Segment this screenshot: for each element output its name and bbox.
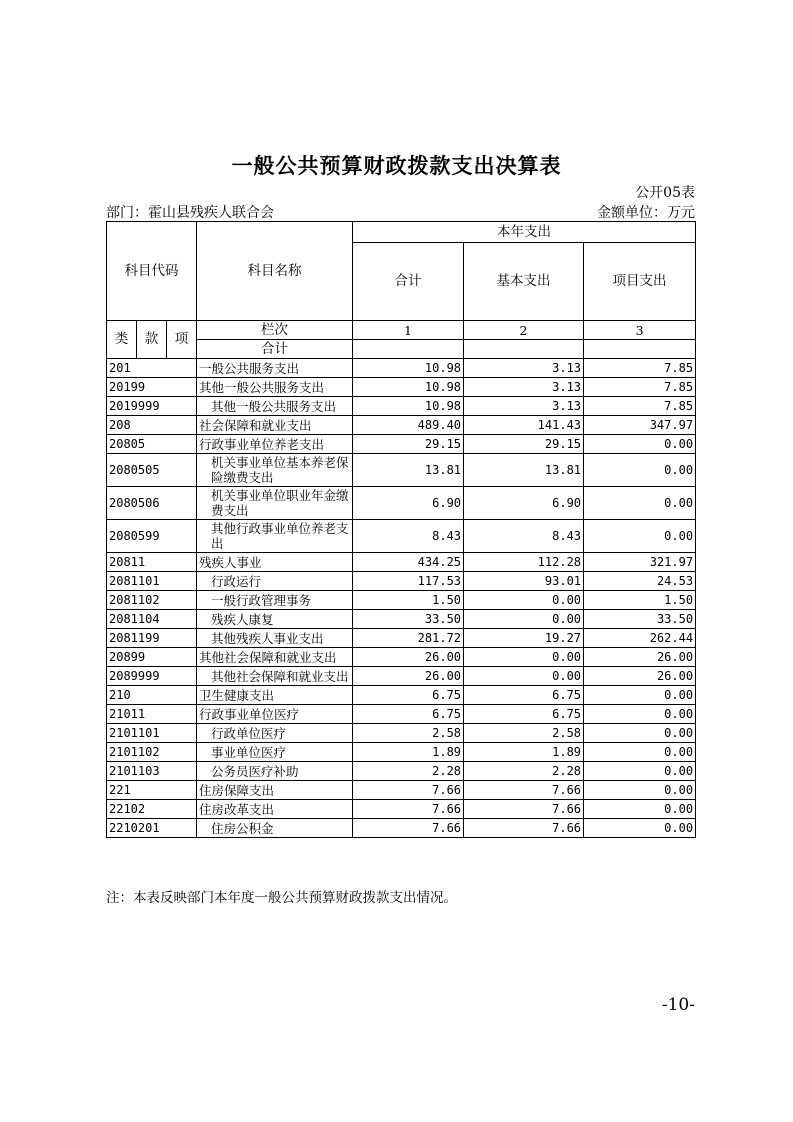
subject-name-cell: 公务员医疗补助	[197, 762, 353, 781]
subject-name-cell: 住房公积金	[197, 819, 353, 838]
total-amount-cell: 8.43	[353, 520, 464, 553]
basic-amount-cell: 112.28	[464, 553, 584, 572]
footnote: 注：本表反映部门本年度一般公共预算财政拨款支出情况。	[106, 890, 457, 906]
project-amount-cell: 0.00	[584, 705, 696, 724]
subject-code-cell: 221	[107, 781, 197, 800]
subject-name-cell: 机关事业单位基本养老保险缴费支出	[197, 454, 353, 487]
department-label: 部门：霍山县残疾人联合会	[106, 205, 274, 221]
header-col-3: 3	[584, 321, 696, 340]
total-amount-cell: 7.66	[353, 819, 464, 838]
basic-amount-cell: 7.66	[464, 781, 584, 800]
subject-code-cell: 2080506	[107, 487, 197, 520]
subject-name-cell: 其他行政事业单位养老支出	[197, 520, 353, 553]
project-amount-cell: 7.85	[584, 397, 696, 416]
subject-name-cell: 机关事业单位职业年金缴费支出	[197, 487, 353, 520]
subject-code-cell: 2081102	[107, 591, 197, 610]
total-amount-cell: 26.00	[353, 648, 464, 667]
subject-code-cell: 2019999	[107, 397, 197, 416]
basic-amount-cell: 7.66	[464, 800, 584, 819]
basic-amount-cell: 19.27	[464, 629, 584, 648]
header-basic: 基本支出	[464, 243, 584, 321]
total-amount-cell: 13.81	[353, 454, 464, 487]
header-total: 合计	[353, 243, 464, 321]
table-row	[107, 648, 696, 667]
table-row	[107, 397, 696, 416]
project-amount-cell: 0.00	[584, 686, 696, 705]
table-row	[107, 610, 696, 629]
project-amount-cell: 24.53	[584, 572, 696, 591]
total-amount-cell: 7.66	[353, 800, 464, 819]
project-amount-cell: 0.00	[584, 800, 696, 819]
subject-code-cell: 20811	[107, 553, 197, 572]
total-amount-cell: 6.75	[353, 686, 464, 705]
subject-name-cell: 一般行政管理事务	[197, 591, 353, 610]
project-amount-cell: 321.97	[584, 553, 696, 572]
subject-name-cell: 其他社会保障和就业支出	[197, 648, 353, 667]
subject-code-cell: 2080505	[107, 454, 197, 487]
table-row	[107, 686, 696, 705]
basic-amount-cell: 2.58	[464, 724, 584, 743]
project-amount-cell: 0.00	[584, 724, 696, 743]
subject-code-cell: 20199	[107, 378, 197, 397]
total-amount-cell: 10.98	[353, 359, 464, 378]
basic-amount-cell: 0.00	[464, 591, 584, 610]
page-title: 一般公共预算财政拨款支出决算表	[231, 153, 562, 178]
total-amount-cell: 1.50	[353, 591, 464, 610]
project-amount-cell: 347.97	[584, 416, 696, 435]
total-amount-cell: 281.72	[353, 629, 464, 648]
subject-code-cell: 2081104	[107, 610, 197, 629]
subject-code-cell: 2081199	[107, 629, 197, 648]
basic-amount-cell: 13.81	[464, 454, 584, 487]
sum-basic-cell	[464, 340, 584, 359]
subject-code-cell: 2101102	[107, 743, 197, 762]
table-row	[107, 359, 696, 378]
basic-amount-cell: 29.15	[464, 435, 584, 454]
subject-name-cell: 卫生健康支出	[197, 686, 353, 705]
table-row	[107, 553, 696, 572]
subject-code-cell: 2080599	[107, 520, 197, 553]
basic-amount-cell: 3.13	[464, 397, 584, 416]
header-xiang: 项	[167, 321, 197, 359]
subject-name-cell: 行政运行	[197, 572, 353, 591]
header-col-1: 1	[353, 321, 464, 340]
page-number: -10-	[661, 995, 695, 1015]
subject-name-cell: 其他一般公共服务支出	[197, 378, 353, 397]
subject-code-cell: 210	[107, 686, 197, 705]
header-current-year: 本年支出	[353, 222, 696, 243]
subject-code-cell: 2101103	[107, 762, 197, 781]
total-amount-cell: 117.53	[353, 572, 464, 591]
table-row	[107, 762, 696, 781]
subject-name-cell: 其他一般公共服务支出	[197, 397, 353, 416]
subject-name-cell: 其他社会保障和就业支出	[197, 667, 353, 686]
header-lei: 类	[107, 321, 137, 359]
expenditure-table	[106, 221, 696, 838]
subject-code-cell: 2089999	[107, 667, 197, 686]
subject-code-cell: 2101101	[107, 724, 197, 743]
basic-amount-cell: 3.13	[464, 378, 584, 397]
subject-name-cell: 行政事业单位医疗	[197, 705, 353, 724]
basic-amount-cell: 1.89	[464, 743, 584, 762]
header-subject-name: 科目名称	[197, 222, 353, 321]
subject-name-cell: 其他残疾人事业支出	[197, 629, 353, 648]
total-amount-cell: 7.66	[353, 781, 464, 800]
project-amount-cell: 33.50	[584, 610, 696, 629]
basic-amount-cell: 2.28	[464, 762, 584, 781]
table-row	[107, 591, 696, 610]
project-amount-cell: 7.85	[584, 359, 696, 378]
table-row	[107, 705, 696, 724]
project-amount-cell: 0.00	[584, 819, 696, 838]
project-amount-cell: 0.00	[584, 520, 696, 553]
subject-code-cell: 201	[107, 359, 197, 378]
subject-name-cell: 事业单位医疗	[197, 743, 353, 762]
project-amount-cell: 0.00	[584, 743, 696, 762]
subject-name-cell: 一般公共服务支出	[197, 359, 353, 378]
basic-amount-cell: 3.13	[464, 359, 584, 378]
header-kuan: 款	[137, 321, 167, 359]
table-row	[107, 454, 696, 487]
header-col-index: 栏次	[197, 321, 353, 340]
basic-amount-cell: 0.00	[464, 667, 584, 686]
subject-code-cell: 22102	[107, 800, 197, 819]
table-row	[107, 378, 696, 397]
project-amount-cell: 26.00	[584, 648, 696, 667]
table-row	[107, 629, 696, 648]
basic-amount-cell: 0.00	[464, 610, 584, 629]
total-amount-cell: 6.75	[353, 705, 464, 724]
subject-name-cell: 残疾人康复	[197, 610, 353, 629]
subject-code-cell: 21011	[107, 705, 197, 724]
total-amount-cell: 33.50	[353, 610, 464, 629]
subject-code-cell: 20805	[107, 435, 197, 454]
total-amount-cell: 29.15	[353, 435, 464, 454]
project-amount-cell: 26.00	[584, 667, 696, 686]
table-row	[107, 724, 696, 743]
project-amount-cell: 0.00	[584, 781, 696, 800]
table-row	[107, 667, 696, 686]
basic-amount-cell: 6.75	[464, 686, 584, 705]
project-amount-cell: 0.00	[584, 487, 696, 520]
total-amount-cell: 10.98	[353, 397, 464, 416]
total-amount-cell: 6.90	[353, 487, 464, 520]
form-number: 公开05表	[635, 185, 695, 201]
sum-total-cell	[353, 340, 464, 359]
header-subject-code: 科目代码	[107, 222, 197, 321]
sum-project-cell	[584, 340, 696, 359]
subject-code-cell: 208	[107, 416, 197, 435]
table-row	[107, 572, 696, 591]
header-project: 项目支出	[584, 243, 696, 321]
project-amount-cell: 1.50	[584, 591, 696, 610]
subject-code-cell: 2210201	[107, 819, 197, 838]
basic-amount-cell: 8.43	[464, 520, 584, 553]
total-amount-cell: 2.58	[353, 724, 464, 743]
basic-amount-cell: 7.66	[464, 819, 584, 838]
project-amount-cell: 0.00	[584, 435, 696, 454]
subject-name-cell: 行政单位医疗	[197, 724, 353, 743]
table-row	[107, 487, 696, 520]
table-row	[107, 416, 696, 435]
sum-row-label: 合计	[197, 340, 353, 359]
basic-amount-cell: 0.00	[464, 648, 584, 667]
subject-name-cell: 住房改革支出	[197, 800, 353, 819]
total-amount-cell: 2.28	[353, 762, 464, 781]
basic-amount-cell: 6.90	[464, 487, 584, 520]
total-amount-cell: 26.00	[353, 667, 464, 686]
subject-name-cell: 残疾人事业	[197, 553, 353, 572]
subject-code-cell: 2081101	[107, 572, 197, 591]
project-amount-cell: 262.44	[584, 629, 696, 648]
total-amount-cell: 10.98	[353, 378, 464, 397]
subject-name-cell: 行政事业单位养老支出	[197, 435, 353, 454]
table-row	[107, 800, 696, 819]
project-amount-cell: 0.00	[584, 762, 696, 781]
table-row	[107, 819, 696, 838]
table-row	[107, 781, 696, 800]
total-amount-cell: 434.25	[353, 553, 464, 572]
header-col-2: 2	[464, 321, 584, 340]
table-row	[107, 520, 696, 553]
basic-amount-cell: 141.43	[464, 416, 584, 435]
basic-amount-cell: 6.75	[464, 705, 584, 724]
subject-name-cell: 社会保障和就业支出	[197, 416, 353, 435]
project-amount-cell: 7.85	[584, 378, 696, 397]
subject-name-cell: 住房保障支出	[197, 781, 353, 800]
subject-code-cell: 20899	[107, 648, 197, 667]
project-amount-cell: 0.00	[584, 454, 696, 487]
total-amount-cell: 1.89	[353, 743, 464, 762]
table-row	[107, 743, 696, 762]
table-row	[107, 435, 696, 454]
basic-amount-cell: 93.01	[464, 572, 584, 591]
amount-unit-label: 金额单位：万元	[597, 205, 695, 221]
total-amount-cell: 489.40	[353, 416, 464, 435]
